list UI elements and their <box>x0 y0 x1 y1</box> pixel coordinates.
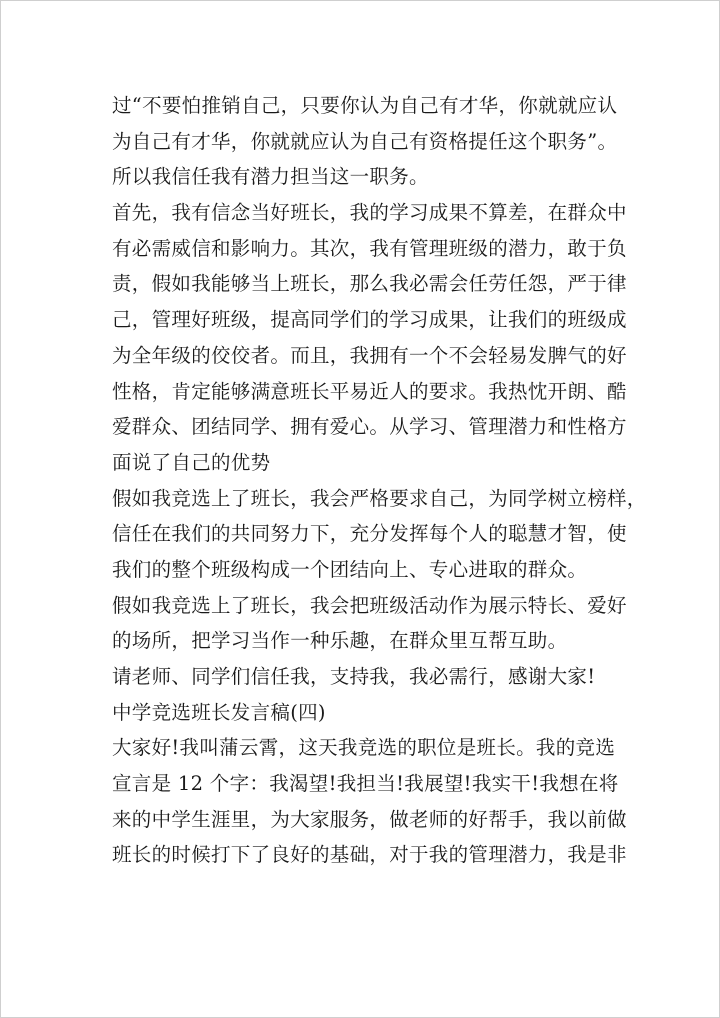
text-line: 来的中学生涯里，为大家服务，做老师的好帮手，我以前做 <box>112 807 627 831</box>
text-line: 有必需威信和影响力。其次，我有管理班级的潜力，敢于负 <box>112 236 627 260</box>
text-line: 己，管理好班级，提高同学们的学习成果，让我们的班级成 <box>112 308 627 332</box>
text-line: 为自己有才华，你就就应认为自己有资格提任这个职务”。 <box>112 129 618 153</box>
text-line: 请老师、同学们信任我，支持我，我必需行，感谢大家! <box>112 665 596 688</box>
text-line: 假如我竞选上了班长，我会把班级活动作为展示特长、爱好 <box>112 593 627 617</box>
text-line: 为全年级的佼佼者。而且，我拥有一个不会轻易发脾气的好 <box>112 343 627 367</box>
text-line: 过“不要怕推销自己，只要你认为自己有才华，你就就应认 <box>112 94 618 117</box>
text-line: 爱群众、团结同学、拥有爱心。从学习、管理潜力和性格方 <box>112 415 627 439</box>
text-line: 信任在我们的共同努力下，充分发挥每个人的聪慧才智，使 <box>112 522 627 546</box>
text-line: 首先，我有信念当好班长，我的学习成果不算差，在群众中 <box>112 201 627 225</box>
section-heading: 中学竞选班长发言稿(四) <box>112 700 326 724</box>
text-line: 假如我竞选上了班长，我会严格要求自己，为同学树立榜样， <box>112 486 647 510</box>
text-line: 责，假如我能够当上班长，那么我必需会任劳任怨，严于律 <box>112 272 627 296</box>
text-line: 大家好!我叫蒲云霄，这天我竞选的职位是班长。我的竞选 <box>112 736 616 760</box>
text-line: 我们的整个班级构成一个团结向上、专心进取的群众。 <box>112 557 588 581</box>
text-line: 性格，肯定能够满意班长平易近人的要求。我热忱开朗、酷 <box>112 379 627 403</box>
text-line: 所以我信任我有潜力担当这一职务。 <box>112 165 429 189</box>
document-body <box>112 88 647 873</box>
text-line: 宣言是 12 个字：我渴望!我担当!我展望!我实干!我想在将 <box>112 772 619 796</box>
text-line: 班长的时候打下了良好的基础，对于我的管理潜力，我是非 <box>112 843 627 867</box>
text-line: 的场所，把学习当作一种乐趣，在群众里互帮互助。 <box>112 629 568 653</box>
text-line: 面说了自己的优势 <box>112 450 271 474</box>
